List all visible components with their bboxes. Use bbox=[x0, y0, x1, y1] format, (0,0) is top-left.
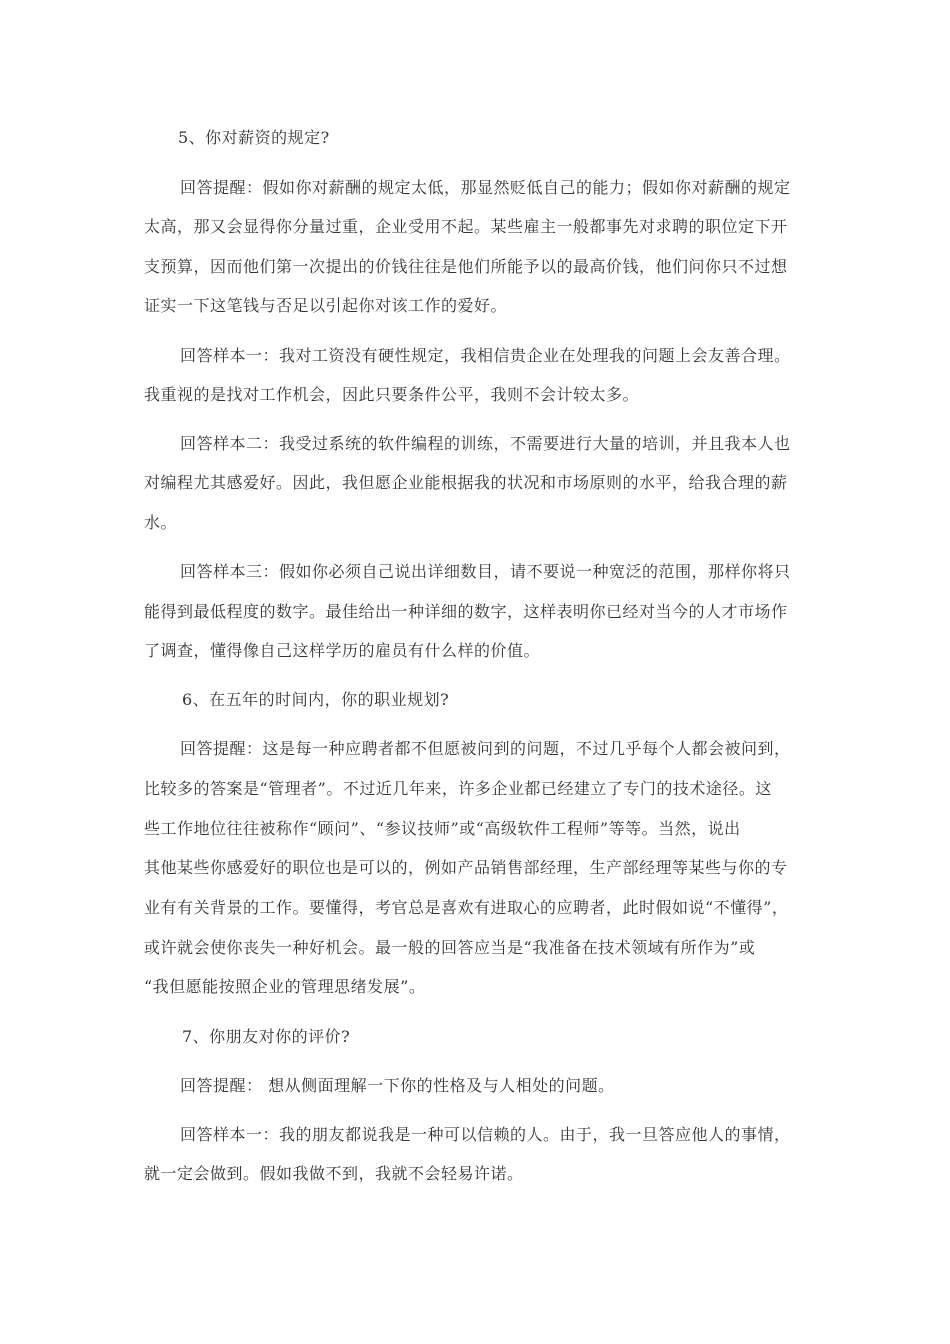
q5-sample3-line-2: 能得到最低程度的数字。最佳给出一种详细的数字，这样表明你已经对当今的人才市场作 bbox=[144, 602, 788, 621]
q5-sample1-line-1: 回答样本一：我对工资没有硬性规定，我相信贵企业在处理我的问题上会友善合理。 bbox=[180, 346, 791, 365]
question-6-title: 6、在五年的时间内，你的职业规划? bbox=[182, 690, 450, 709]
q6-hint-line-3: 些工作地位往往被称作“顾问”、“参议技师”或“高级软件工程师”等等。当然，说出 bbox=[144, 819, 741, 838]
q7-sample1-line-2: 就一定会做到。假如我做不到，我就不会轻易许诺。 bbox=[144, 1164, 524, 1183]
q5-sample2-line-3: 水。 bbox=[144, 513, 178, 532]
q6-hint-line-1: 回答提醒：这是每一种应聘者都不但愿被问到的问题，不过几乎每个人都会被问到， bbox=[180, 739, 791, 758]
q7-hint-line-1: 回答提醒： 想从侧面理解一下你的性格及与人相处的问题。 bbox=[180, 1076, 615, 1095]
q5-hint-line-2: 太高，那又会显得你分量过重，企业受用不起。某些雇主一般都事先对求聘的职位定下开 bbox=[144, 217, 788, 236]
q6-hint-line-2: 比较多的答案是“管理者”。不过近几年来，许多企业都已经建立了专门的技术途径。这 bbox=[144, 779, 772, 798]
q5-sample2-line-1: 回答样本二：我受过系统的软件编程的训练，不需要进行大量的培训，并且我本人也 bbox=[180, 434, 791, 453]
q7-sample1-line-1: 回答样本一：我的朋友都说我是一种可以信赖的人。由于，我一旦答应他人的事情， bbox=[180, 1125, 791, 1144]
question-5-title: 5、你对薪资的规定? bbox=[178, 128, 330, 147]
question-7-title: 7、你朋友对你的评价? bbox=[182, 1027, 351, 1046]
q5-sample3-line-1: 回答样本三：假如你必须自己说出详细数目，请不要说一种宽泛的范围，那样你将只 bbox=[180, 562, 791, 581]
q5-hint-line-3: 支预算，因而他们第一次提出的价钱往往是他们所能予以的最高价钱，他们问你只不过想 bbox=[144, 257, 788, 276]
q5-hint-line-4: 证实一下这笔钱与否足以引起你对该工作的爱好。 bbox=[144, 296, 508, 315]
q6-hint-line-5: 业有有关背景的工作。要懂得，考官总是喜欢有进取心的应聘者，此时假如说“不懂得”， bbox=[144, 898, 789, 917]
q6-hint-line-4: 其他某些你感爱好的职位也是可以的，例如产品销售部经理，生产部经理等某些与你的专 bbox=[144, 858, 788, 877]
q5-sample3-line-3: 了调查，懂得像自己这样学历的雇员有什么样的价值。 bbox=[144, 641, 541, 660]
q6-hint-line-7: “我但愿能按照企业的管理思绪发展”。 bbox=[144, 977, 426, 996]
q5-sample1-line-2: 我重视的是找对工作机会，因此只要条件公平，我则不会计较太多。 bbox=[144, 385, 640, 404]
q6-hint-line-6: 或许就会使你丧失一种好机会。最一般的回答应当是“我准备在技术领域有所作为”或 bbox=[144, 938, 756, 957]
q5-hint-line-1: 回答提醒：假如你对薪酬的规定太低，那显然贬低自己的能力；假如你对薪酬的规定 bbox=[180, 178, 791, 197]
q5-sample2-line-2: 对编程尤其感爱好。因此，我但愿企业能根据我的状况和市场原则的水平，给我合理的薪 bbox=[144, 473, 788, 492]
